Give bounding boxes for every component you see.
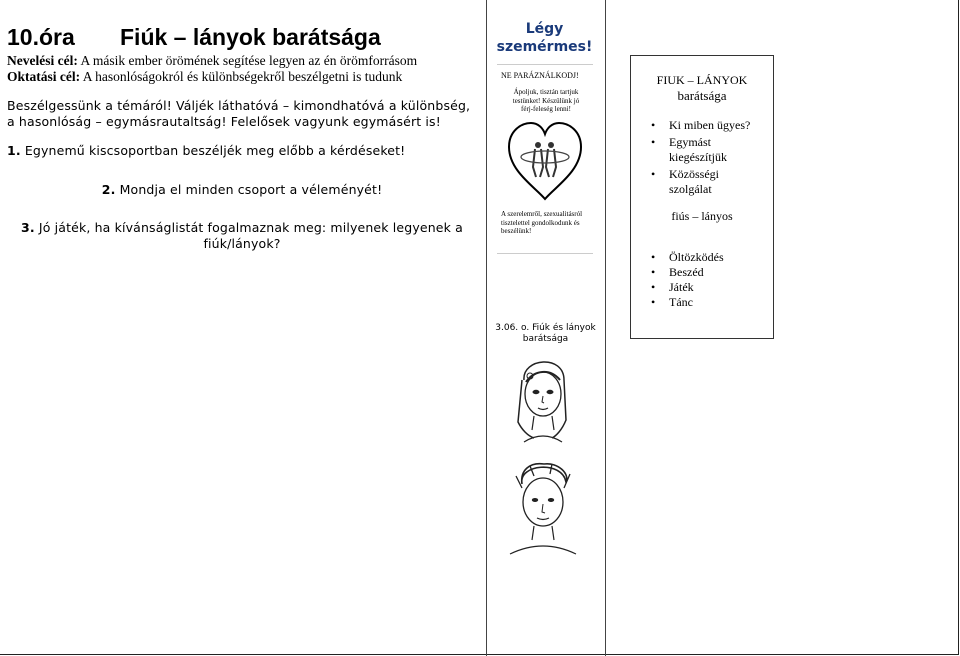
step-3-text: Jó játék, ha kívánságlistát fogalmaznak meg: milyenek legyenek a fiúk/lányok? xyxy=(34,220,463,251)
column-divider xyxy=(486,0,487,656)
bullet-icon: • xyxy=(651,167,656,181)
topic-list-1 xyxy=(631,118,773,197)
topic-card xyxy=(630,55,774,339)
step-3-number: 3. xyxy=(21,220,35,235)
book-caption: 3.06. o. Fiúk és lányok barátsága xyxy=(495,323,596,344)
bullet-icon: • xyxy=(651,135,656,149)
bullet-icon: • xyxy=(651,280,656,294)
list-item: • Közösségi szolgálat xyxy=(651,167,719,196)
bullet-icon: • xyxy=(651,295,656,309)
topic-list-2 xyxy=(631,250,773,310)
list-item: • Egymást kiegészítjük xyxy=(651,135,727,164)
step-3 xyxy=(7,220,477,252)
heart-text: Ápoljuk, tisztán tartjuk testünket! Készülünk jó férj-feleség lenni! xyxy=(512,88,580,113)
column-divider xyxy=(605,0,606,656)
intro-paragraph: Beszélgessünk a témáról! Váljék láthatóvá – kimondhatóvá a különbség, a hasonlóság – egymásrautaltság! Felelősek vagyunk egymásért is! xyxy=(7,98,471,129)
heart-title: NE PARÁZNÁLKODJ! xyxy=(501,71,579,80)
educational-goal xyxy=(7,53,477,69)
step-2 xyxy=(7,182,477,198)
girl-portrait-image xyxy=(504,350,582,448)
list-item: • Öltözködés xyxy=(651,250,724,264)
modesty-heading-line2: szemérmes! xyxy=(496,39,593,55)
educational-goal-text: A másik ember örömének segítése legyen az én örömforrásom xyxy=(77,53,418,68)
boy-portrait-image xyxy=(500,458,586,556)
step-1 xyxy=(7,143,477,159)
heart-illustration xyxy=(505,117,585,205)
lesson-plan xyxy=(7,24,477,252)
teaching-goal-text: A hasonlóságokról és különbségekről beszélgetni is tudunk xyxy=(80,69,403,84)
list-item: • Tánc xyxy=(651,295,693,309)
topic-card-title-line1: FIUK – LÁNYOK xyxy=(656,73,748,87)
topic-card-subtitle: fiús – lányos xyxy=(671,209,733,223)
step-2-number: 2. xyxy=(101,182,116,197)
bullet-icon: • xyxy=(651,265,656,279)
heart-panel xyxy=(497,64,593,254)
topic-card-title-line2: barátsága xyxy=(677,88,727,103)
modesty-heading-line1: Légy xyxy=(525,21,564,37)
step-2-text: Mondja el minden csoport a véleményét! xyxy=(115,182,383,197)
teaching-goal-label: Oktatási cél: xyxy=(7,69,81,84)
heart-bottom-text: A szerelemről, szexualitásról tisztelettel gondolkodunk és beszélünk! xyxy=(501,210,583,235)
bullet-icon: • xyxy=(651,118,656,132)
educational-goal-label: Nevelési cél: xyxy=(7,53,78,68)
list-item: • Játék xyxy=(651,280,694,294)
list-item: • Ki miben ügyes? xyxy=(651,118,751,132)
step-1-number: 1. xyxy=(7,143,21,158)
step-1-text: Egynemű kiscsoportban beszéljék meg előbb a kérdéseket! xyxy=(20,143,406,158)
list-item: • Beszéd xyxy=(651,265,704,279)
teaching-goal xyxy=(7,69,477,85)
bullet-icon: • xyxy=(651,250,656,264)
lesson-title: Fiúk – lányok barátsága xyxy=(120,24,381,50)
lesson-number: 10.óra xyxy=(7,24,75,50)
lesson-header xyxy=(7,24,477,51)
modesty-heading xyxy=(493,20,596,56)
